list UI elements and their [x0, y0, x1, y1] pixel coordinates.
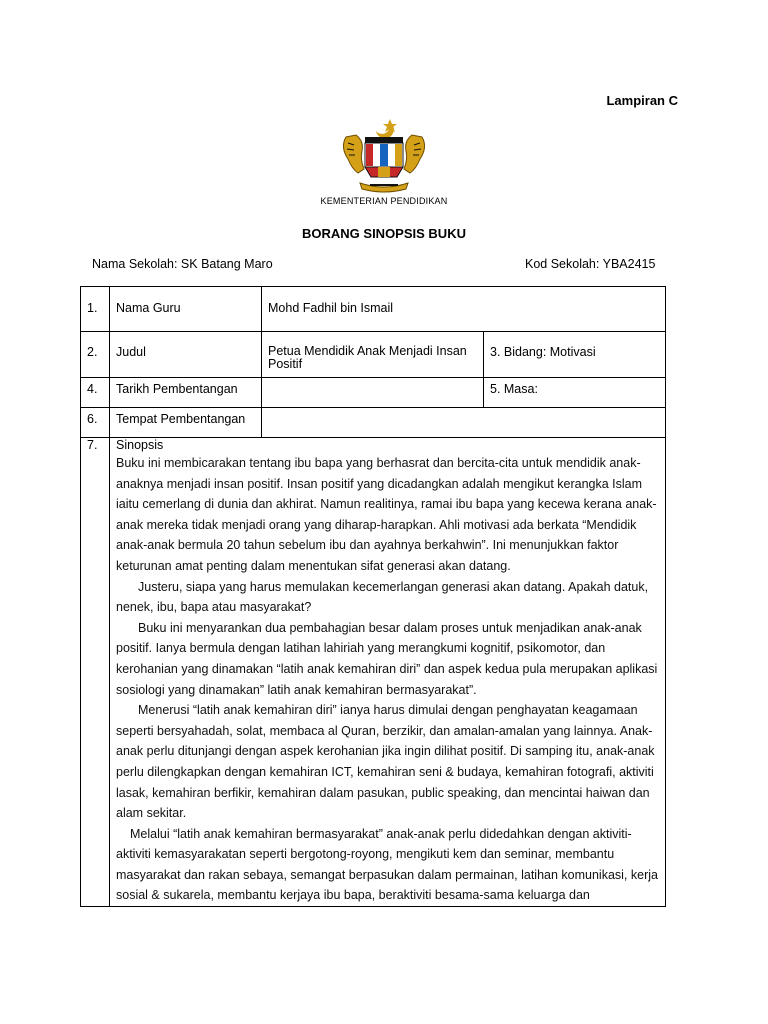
synopsis-content [110, 438, 666, 907]
row-label: Tarikh Pembentangan [110, 378, 262, 408]
school-name: Nama Sekolah: SK Batang Maro [92, 257, 273, 271]
presentation-date-value [262, 378, 484, 408]
ministry-name: KEMENTERIAN PENDIDIKAN [320, 196, 448, 206]
synopsis-paragraph: Buku ini membicarakan tentang ibu bapa yang berhasrat dan bercita-cita untuk mendidik anak-anaknya menjadi insan positif. Insan positif yang dicadangkan adalah mengikut kerangka Islam iaitu cemerlang di dunia dan akhirat. Namun realitinya, ramai ibu bapa yang kecewa kerana anak-anak mereka tidak menjadi orang yang diharap-harapkan. Ahli motivasi ada berkata “Mendidik anak-anak bermula 20 tahun sebelum ibu dan ayahnya berkahwin”. Ini menunjukkan faktor keturunan amat penting dalam menentukan sifat generasi akan datang. [116, 456, 657, 573]
field-value: 3. Bidang: Motivasi [484, 332, 666, 378]
synopsis-heading: Sinopsis [116, 438, 164, 452]
form-title: BORANG SINOPSIS BUKU [302, 226, 466, 241]
row-label: Nama Guru [110, 287, 262, 332]
row-number: 4. [81, 378, 110, 408]
teacher-name-value: Mohd Fadhil bin Ismail [262, 287, 666, 332]
form-row-teacher [81, 287, 666, 332]
venue-value [262, 408, 666, 438]
row-label: Judul [110, 332, 262, 378]
form-row-date [81, 378, 666, 408]
synopsis-form-table [80, 286, 666, 907]
row-number: 1. [81, 287, 110, 332]
row-number: 7. [81, 438, 110, 907]
form-row-venue [81, 408, 666, 438]
synopsis-paragraph: Menerusi “latih anak kemahiran diri” ianya harus dimulai dengan penghayatan keagamaan seperti bersyahadah, solat, membaca al Quran, berzikir, dan amalan-amalan yang lainnya. Anak-anak perlu ditunjangi dengan aspek kerohanian jika ingin dilihat positif. Di samping itu, anak-anak perlu dilengkapkan dengan kemahiran ICT, kemahiran seni & budaya, kemahiran fotografi, aktiviti lasak, kemahiran berfikir, kemahiran dalam pasukan, public speaking, dan mencintai haiwan dan alam sekitar. [116, 703, 655, 821]
time-label: 5. Masa: [484, 378, 666, 408]
row-number: 2. [81, 332, 110, 378]
book-title-value: Petua Mendidik Anak Menjadi Insan Positif [262, 332, 484, 378]
school-code: Kod Sekolah: YBA2415 [525, 257, 656, 271]
row-label: Tempat Pembentangan [110, 408, 262, 438]
coat-of-arms-logo [338, 117, 430, 195]
form-row-title [81, 332, 666, 378]
synopsis-paragraph: Buku ini menyarankan dua pembahagian besar dalam proses untuk menjadikan anak-anak positif. Ianya bermula dengan latihan lahiriah yang merangkumi kognitif, psikomotor, dan kerohanian yang dinamakan “latih anak kemahiran diri” dan aspek kedua pula merupakan aplikasi sosiologi yang dinamakan” latih anak kemahiran bermasyarakat”. [116, 620, 658, 697]
form-row-synopsis [81, 438, 666, 907]
row-number: 6. [81, 408, 110, 438]
annex-label: Lampiran C [606, 93, 678, 108]
synopsis-paragraph: Melalui “latih anak kemahiran bermasyarakat” anak-anak perlu didedahkan dengan aktiviti-aktiviti kemasyarakatan seperti bergotong-royong, mengikuti kem dan seminar, membantu masyarakat dan rakan sebaya, semangat berpasukan dalam permainan, latihan komunikasi, kerja sosial & sukarela, membantu kerjaya ibu bapa, beraktiviti besama-sama keluarga dan [116, 826, 658, 903]
synopsis-paragraph: Justeru, siapa yang harus memulakan kecemerlangan generasi akan datang. Apakah datuk, nenek, ibu, bapa atau masyarakat? [116, 579, 649, 615]
